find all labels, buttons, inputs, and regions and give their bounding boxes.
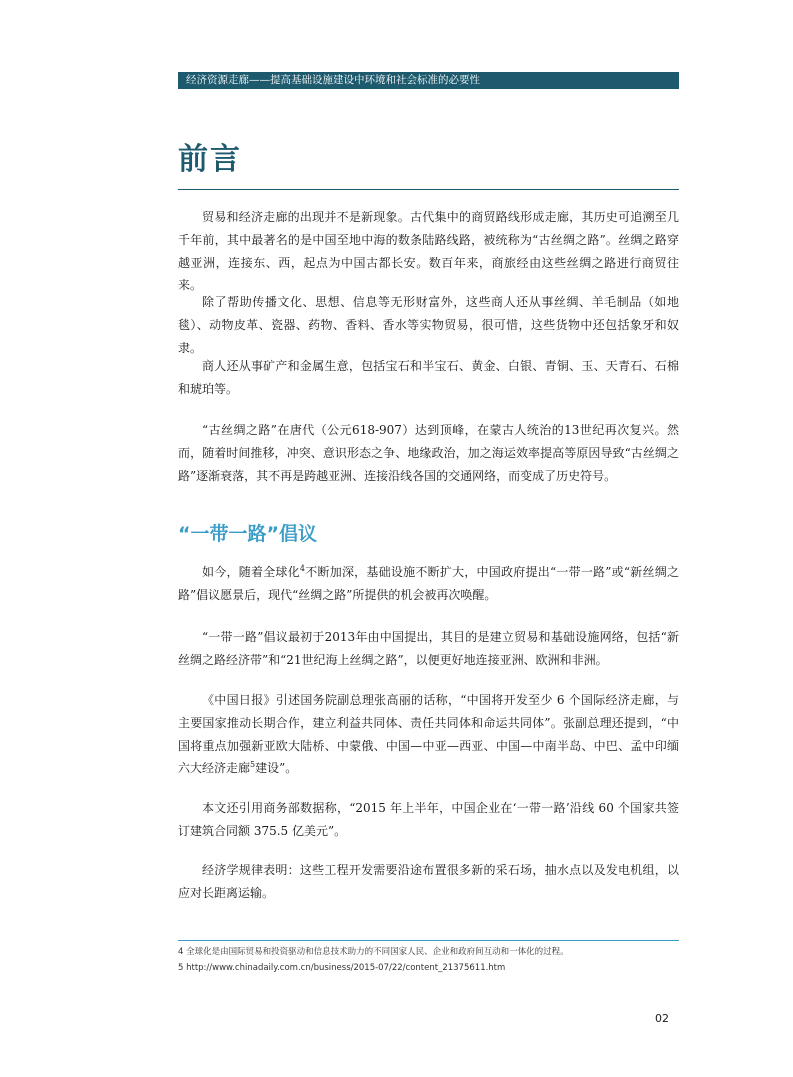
footnote-4: 4 全球化是由国际贸易和投资驱动和信息技术助力的不同国家人民、企业和政府间互动和一体化的过程。: [178, 947, 569, 957]
paragraph-5-text-a: 如今，随着全球化: [202, 565, 300, 579]
footnote-5: 5 http://www.chinadaily.com.cn/business/2015-07/22/content_21375611.htm: [178, 963, 506, 973]
body-paragraph-4: “古丝绸之路”在唐代（公元618-907）达到顶峰，在蒙古人统治的13世纪再次复兴。然而，随着时间推移，冲突、意识形态之争、地缘政治，加之海运效率提高等原因导致“古丝绸之路”逐渐衰落，其不再是跨越亚洲、连接沿线各国的交通网络，而变成了历史符号。: [178, 423, 679, 483]
body-paragraph-7: [178, 689, 679, 780]
body-paragraph-1: 贸易和经济走廊的出现并不是新现象。古代集中的商贸路线形成走廊，其历史可追溯至几千年前，其中最著名的是中国至地中海的数条陆路线路，被统称为“古丝绸之路”。丝绸之路穿越亚洲，连接东、西，起点为中国古都长安。数百年来，商旅经由这些丝绸之路进行商贸往来。: [178, 210, 679, 293]
body-paragraph-6: “一带一路”倡议最初于2013年由中国提出，其目的是建立贸易和基础设施网络，包括“新丝绸之路经济带”和“21世纪海上丝绸之路”，以便更好地连接亚洲、欧洲和非洲。: [178, 630, 679, 667]
body-paragraph-9: 经济学规律表明：这些工程开发需要沿途布置很多新的采石场，抽水点以及发电机组，以应对长距离运输。: [178, 863, 679, 900]
footnote-divider: [178, 940, 679, 941]
paragraph-5-text-b: 不断加深，基础设施不断扩大，中国政府提出“一带一路”或“新丝绸之路”倡议愿景后，现代“丝绸之路”所提供的机会被再次唤醒。: [178, 565, 679, 602]
page-title: 前言: [178, 142, 242, 177]
body-paragraph-5: [178, 561, 679, 607]
section-heading-belt-and-road: “一带一路”倡议: [178, 523, 317, 545]
body-paragraph-8: 本文还引用商务部数据称，“2015 年上半年，中国企业在‘一带一路’沿线 60 个国家共签订建筑合同额 375.5 亿美元”。: [178, 801, 679, 838]
paragraph-7-text-b: 建设”。: [255, 761, 298, 776]
title-divider: [178, 189, 679, 190]
body-paragraph-3: 商人还从事矿产和金属生意，包括宝石和半宝石、黄金、白银、青铜、玉、天青石、石棉和琥珀等。: [178, 359, 679, 396]
running-header-title: 经济资源走廊——提高基础设施建设中环境和社会标准的必要性: [186, 74, 480, 86]
paragraph-7-text-a: 《中国日报》引述国务院副总理张高丽的话称，“中国将开发至少 6 个国际经济走廊，与主要国家推动长期合作，建立利益共同体、责任共同体和命运共同体”。张副总理还提到，“中国将重点加强新亚欧大陆桥、中蒙俄、中国—中亚—西亚、中国—中南半岛、中巴、孟中印缅六大经济走廊: [178, 693, 679, 776]
body-paragraph-2: 除了帮助传播文化、思想、信息等无形财富外，这些商人还从事丝绸、羊毛制品（如地毯）、动物皮革、瓷器、药物、香料、香水等实物贸易，很可惜，这些货物中还包括象牙和奴隶。: [178, 295, 679, 355]
page-number: 02: [655, 1012, 669, 1025]
running-header: [178, 72, 679, 89]
footnote-ref-5: 5: [250, 760, 256, 770]
footnote-ref-4: 4: [299, 564, 305, 573]
